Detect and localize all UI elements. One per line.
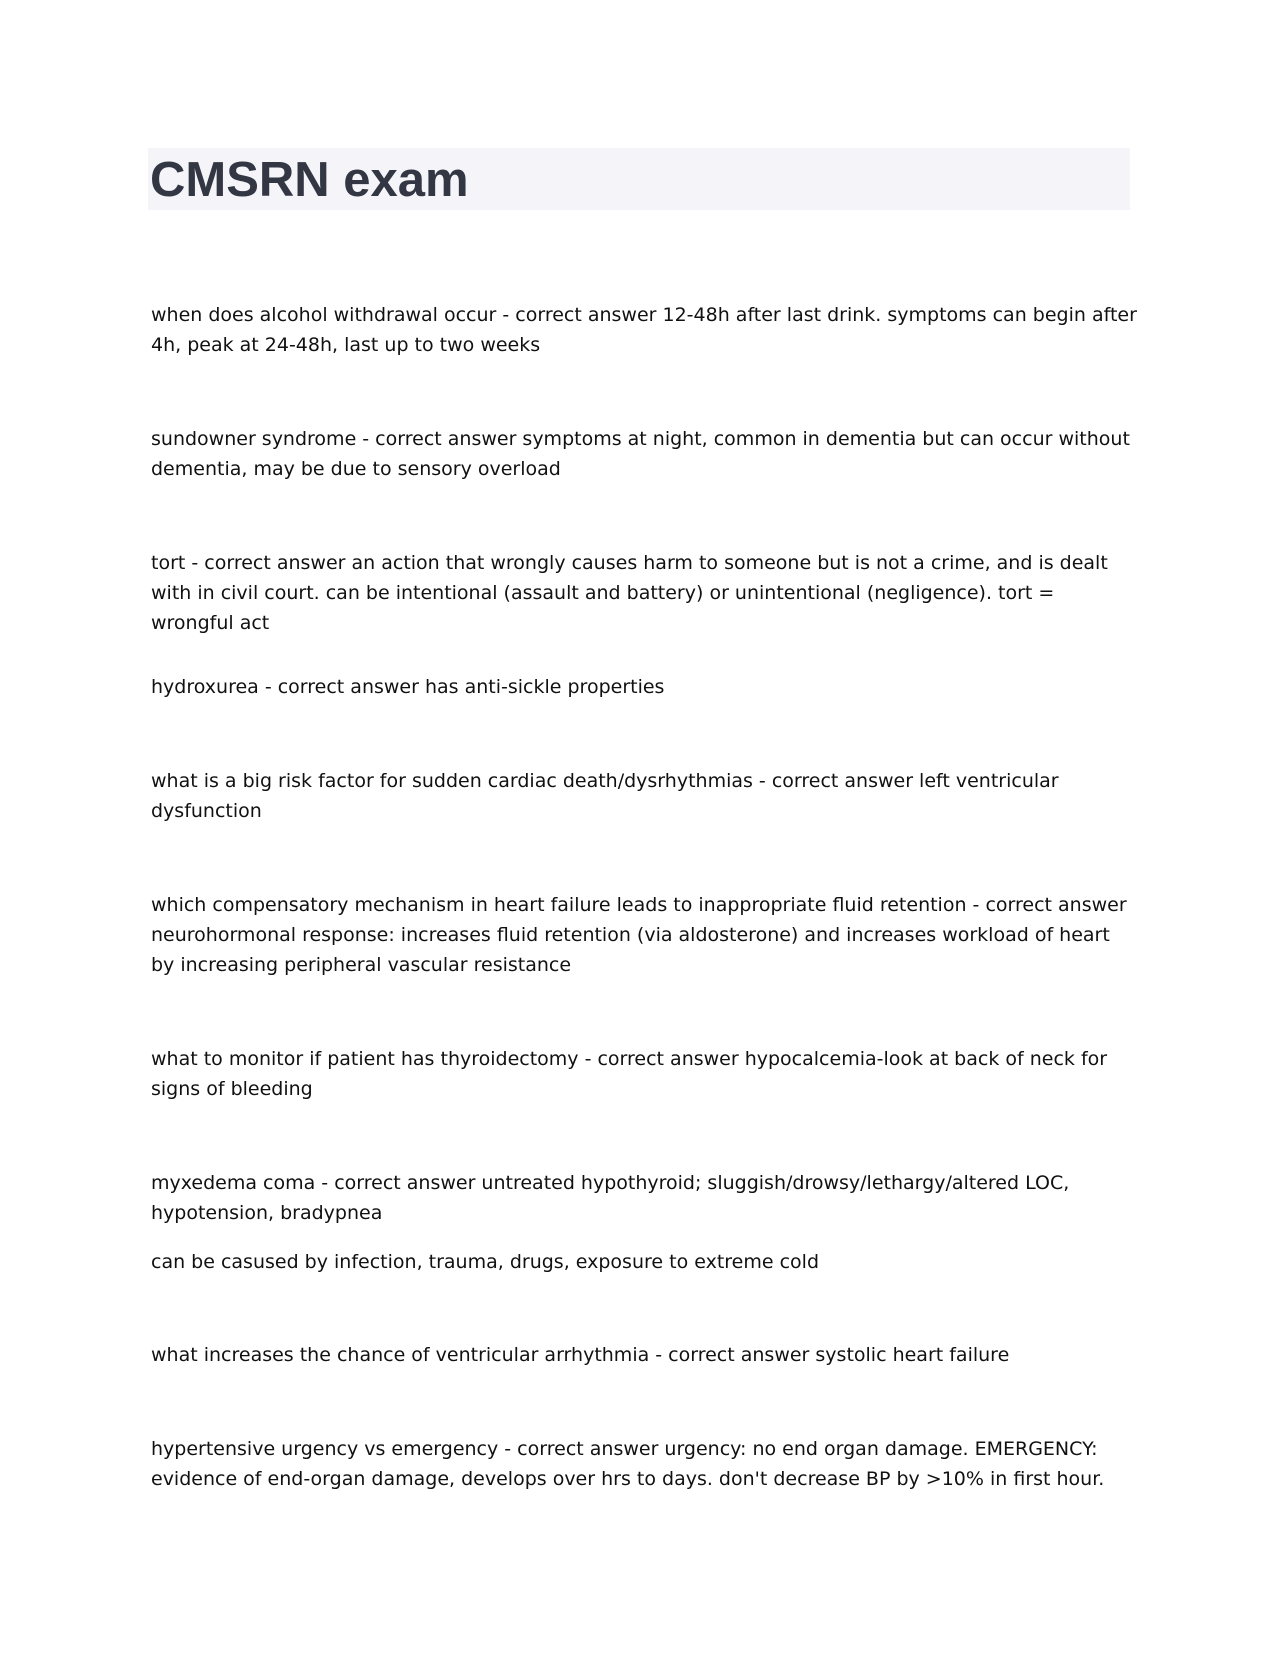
flashcard-entry: hypertensive urgency vs emergency - correct answer urgency: no end organ damage. EMERGENCY: evidence of end-organ damage, develops over hrs to days. don't decrease BP by >10% in first hour. (151, 1438, 1105, 1490)
flashcard-entry: tort - correct answer an action that wrongly causes harm to someone but is not a crime, and is dealt with in civil court. can be intentional (assault and battery) or unintentional (negligence). tort = wrongful act (151, 552, 1108, 634)
flashcard-entry: what to monitor if patient has thyroidectomy - correct answer hypocalcemia-look at back of neck for signs of bleeding (151, 1048, 1108, 1100)
flashcard-entry: what increases the chance of ventricular arrhythmia - correct answer systolic heart failure (151, 1344, 1010, 1366)
document-title: CMSRN exam (150, 153, 469, 207)
flashcard-entry: myxedema coma - correct answer untreated hypothyroid; sluggish/drowsy/lethargy/altered LOC, hypotension, bradypnea (151, 1172, 1070, 1224)
flashcard-entry: when does alcohol withdrawal occur - correct answer 12-48h after last drink. symptoms can begin after 4h, peak at 24-48h, last up to two weeks (151, 304, 1137, 356)
flashcard-entry: hydroxurea - correct answer has anti-sickle properties (151, 676, 665, 698)
flashcard-entry-continuation: can be casused by infection, trauma, drugs, exposure to extreme cold (151, 1251, 820, 1273)
flashcard-entry: sundowner syndrome - correct answer symptoms at night, common in dementia but can occur without dementia, may be due to sensory overload (151, 428, 1130, 480)
flashcard-entry: what is a big risk factor for sudden cardiac death/dysrhythmias - correct answer left ventricular dysfunction (151, 770, 1059, 822)
flashcard-entry: which compensatory mechanism in heart failure leads to inappropriate fluid retention - correct answer neurohormonal response: increases fluid retention (via aldosterone) and increases workload of heart by increasing peripheral vascular resistance (151, 894, 1127, 976)
